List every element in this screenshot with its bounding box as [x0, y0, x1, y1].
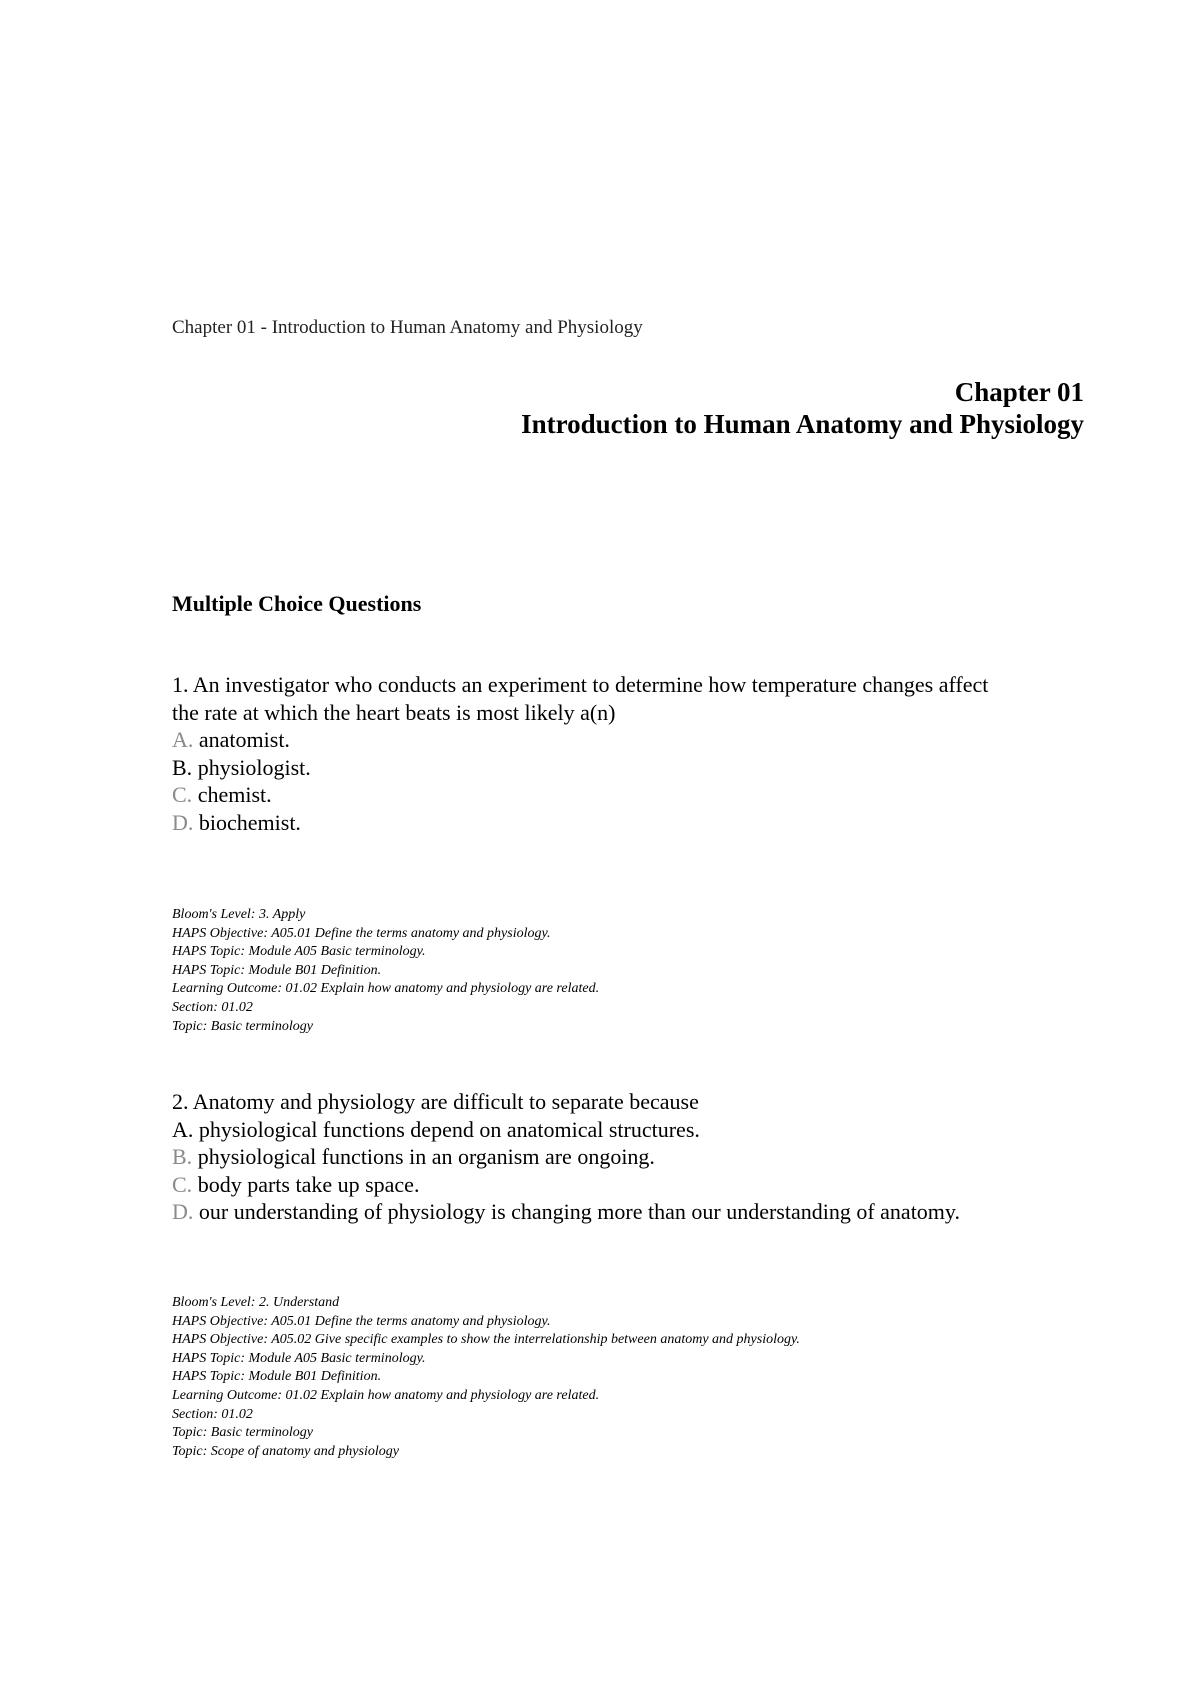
question-stem: 2. Anatomy and physiology are difficult to separate because [172, 1089, 699, 1114]
metadata-line: Bloom's Level: 2. Understand [172, 1295, 340, 1310]
option-letter: B. [172, 1144, 193, 1169]
metadata-line: HAPS Topic: Module B01 Definition. [172, 1369, 382, 1385]
chapter-name: Introduction to Human Anatomy and Physiology [521, 409, 1084, 439]
answer-option-b [172, 1143, 1092, 1171]
metadata-line: HAPS Topic: Module A05 Basic terminology. [172, 944, 426, 960]
answer-option-d [172, 809, 1092, 837]
section-heading: Multiple Choice Questions [172, 591, 422, 616]
metadata-line: Topic: Basic terminology [172, 1425, 314, 1441]
option-letter: C. [172, 1171, 193, 1197]
metadata-line: Section: 01.02 [172, 1406, 253, 1422]
answer-option-a [172, 1116, 1092, 1144]
answer-option-c [172, 781, 1092, 809]
question-2 [172, 1088, 1092, 1226]
option-letter: A. [172, 727, 194, 752]
metadata-line: HAPS Topic: Module A05 Basic terminology. [172, 1350, 426, 1366]
option-letter: A. [172, 1116, 194, 1142]
option-text: physiologist. [197, 754, 311, 780]
option-text: body parts take up space. [197, 1171, 420, 1197]
option-text: physiological functions in an organism are ongoing. [197, 1144, 655, 1169]
option-text: biochemist. [198, 809, 301, 835]
running-header: Chapter 01 - Introduction to Human Anatomy and Physiology [172, 317, 643, 338]
metadata-line: Section: 01.02 [172, 999, 253, 1015]
option-text: chemist. [197, 782, 272, 807]
option-letter: B. [172, 754, 193, 780]
chapter-number: Chapter 01 [954, 377, 1084, 407]
option-text: anatomist. [198, 727, 290, 752]
option-letter: D. [172, 809, 194, 835]
answer-option-d [172, 1198, 1092, 1226]
question-stem: 1. An investigator who conducts an experiment to determine how temperature changes affect [172, 672, 989, 697]
option-text: physiological functions depend on anatomical structures. [198, 1116, 700, 1142]
metadata-line: Topic: Basic terminology [172, 1018, 314, 1034]
option-letter: C. [172, 782, 193, 807]
option-text: our understanding of physiology is changing more than our understanding of anatomy. [198, 1199, 960, 1224]
metadata-line: HAPS Objective: A05.01 Define the terms anatomy and physiology. [172, 1313, 551, 1329]
answer-option-c [172, 1171, 1092, 1199]
question-2-metadata [172, 1294, 800, 1461]
answer-option-b [172, 754, 1092, 782]
option-letter: D. [172, 1199, 194, 1224]
question-1-metadata [172, 906, 599, 1036]
metadata-line: HAPS Objective: A05.02 Give specific examples to show the interrelationship between anatomy and physiology. [172, 1332, 800, 1348]
metadata-line: HAPS Topic: Module B01 Definition. [172, 962, 382, 978]
metadata-line: HAPS Objective: A05.01 Define the terms anatomy and physiology. [172, 925, 551, 941]
metadata-line: Learning Outcome: 01.02 Explain how anatomy and physiology are related. [172, 981, 600, 997]
question-stem: the rate at which the heart beats is most likely a(n) [172, 699, 616, 725]
metadata-line: Bloom's Level: 3. Apply [172, 907, 306, 922]
answer-option-a [172, 726, 1092, 754]
metadata-line: Topic: Scope of anatomy and physiology [172, 1443, 399, 1459]
metadata-line: Learning Outcome: 01.02 Explain how anatomy and physiology are related. [172, 1387, 600, 1403]
chapter-title [521, 376, 1084, 440]
question-1 [172, 671, 1092, 836]
